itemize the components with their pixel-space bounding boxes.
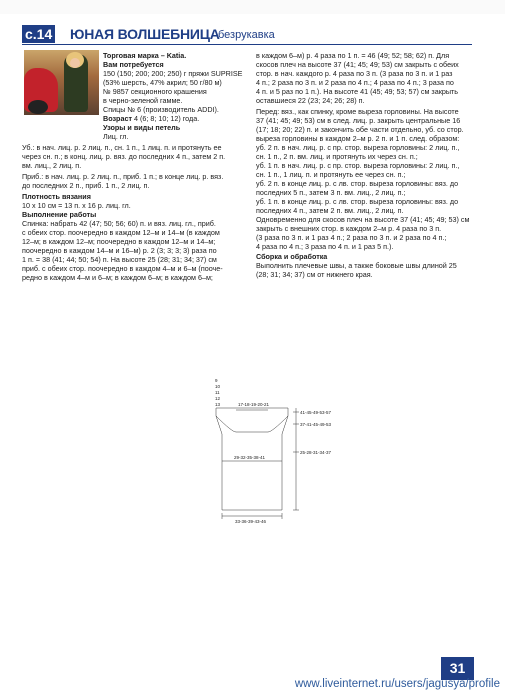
height-label: 41-45-49-53-57 bbox=[300, 410, 332, 415]
right-text-line: Одновременно для скосов плеч на высоте 37 (41; 45; 49; 53) см bbox=[256, 215, 470, 224]
right-text-line: сн. 1 п., 2 п. вм. лиц. и протянуть их через сн. п.; bbox=[256, 152, 418, 161]
increase-line: до последних 2 п., приб. 1 п., 2 лиц. п. bbox=[22, 181, 150, 190]
materials-heading: Вам потребуется bbox=[103, 60, 164, 69]
right-text-line: уб. 1 п. в конце лиц. р. с лв. стор. выреза горловины: вяз. до bbox=[256, 197, 459, 206]
hem-width-label: 33-36-39-43-46 bbox=[235, 519, 267, 524]
pattern-title: ЮНАЯ ВОЛШЕБНИЦА bbox=[70, 26, 220, 42]
decrease-line: вм. лиц., 2 лиц. п. bbox=[22, 161, 82, 170]
increase-line: Приб.: в нач. лиц. р. 2 лиц. п., приб. 1 п.; в конце лиц. р. вяз. bbox=[22, 172, 224, 181]
right-text-line: в каждом 6–м) р. 4 раза по 1 п. = 46 (49; 52; 58; 62) п. Для bbox=[256, 51, 450, 60]
decrease-line: Уб.: в нач. лиц. р. 2 лиц. п., сн. 1 п., 1 лиц. п. и протянуть ее bbox=[22, 143, 222, 152]
right-text-line: (3 раза по 3 п. и 1 раз 4 п.; 2 раза по 3 п. и 2 раза по 4 п.; bbox=[256, 233, 447, 242]
back-line: с обеих стор. поочередно в каждом 12–м и 14–м (в каждом bbox=[22, 228, 220, 237]
age-label: Возраст bbox=[103, 114, 132, 123]
gauge-line: 10 х 10 см = 13 п. х 16 р. лиц. гл. bbox=[22, 201, 131, 210]
girl-face bbox=[70, 58, 80, 68]
assembly-line: (28; 31; 34; 37) см от нижнего края. bbox=[256, 270, 373, 279]
schematic-size-label: 9 bbox=[215, 378, 218, 383]
side-seam-label: 25-28-31-34-37 bbox=[300, 450, 332, 455]
back-line: Спинка: набрать 42 (47; 50; 56; 60) п. и вяз. лиц. гл., приб. bbox=[22, 219, 216, 228]
back-line: 1 п. = 38 (41; 44; 50; 54) п. На высоте 25 (28; 31; 34; 37) см bbox=[22, 255, 217, 264]
right-text-line: уб. 2 п. в конце лиц. р. с лв. стор. выреза горловины: вяз. до bbox=[256, 179, 459, 188]
back-line: 12–м; в каждом 12–м; поочередно в каждом 12–м и 14–м; bbox=[22, 237, 216, 246]
stockinette-line: Лиц. гл. bbox=[103, 132, 129, 141]
garment-schematic bbox=[160, 372, 360, 532]
materials-line: (53% шерсть, 47% акрил; 50 г/80 м) bbox=[103, 78, 222, 87]
right-text-line: скосов плеч на высоте 37 (41; 45; 49; 53) см закрыть с обеих bbox=[256, 60, 459, 69]
right-text-line: сн. 1 п., 1 лиц. п. и протянуть ее через сн. п.; bbox=[256, 170, 406, 179]
assembly-line: Выполнить плечевые швы, а также боковые швы длиной 25 bbox=[256, 261, 457, 270]
right-text-line: выреза горловины в каждом 2–м р. 2 п. и 1 п. след. образом: bbox=[256, 134, 460, 143]
schematic-size-label: 12 bbox=[215, 396, 221, 401]
article-header bbox=[22, 25, 472, 45]
materials-line: № 9857 секционного крашения bbox=[103, 87, 207, 96]
height-label: 37-41-45-49-53 bbox=[300, 422, 332, 427]
decrease-line: через сн. п.; в конц. лиц. р. вяз. до последних 4 п., затем 2 п. bbox=[22, 152, 226, 161]
materials-line: Спицы № 6 (производитель ADDI). bbox=[103, 105, 219, 114]
right-text-line: 37 (41; 45; 49; 53) см в след. лиц. р. закрыть центральные 16 bbox=[256, 116, 461, 125]
scooter-wheel-shape bbox=[28, 100, 48, 114]
materials-line: в черно-зеленой гамме. bbox=[103, 96, 183, 105]
header-rule bbox=[22, 44, 472, 45]
back-line: поочередно в каждом 14–м и 16–м) р. 2 (3; 3; 3; 3) раза по bbox=[22, 246, 217, 255]
patterns-heading: Узоры и виды петель bbox=[103, 123, 181, 132]
right-text-line: (17; 18; 20; 22) п. и закончить обе части отдельно, уб. со стор. bbox=[256, 125, 464, 134]
page-top-band bbox=[0, 0, 505, 14]
right-text-line: 4 раза по 4 п.; 3 раза по 4 п. и 1 раз 5 п.). bbox=[256, 242, 394, 251]
right-text-line: уб. 2 п. в нач. лиц. р. с пр. стор. выреза горловины: 2 лиц. п., bbox=[256, 143, 460, 152]
right-text-line: последних 5 п., затем 3 п. вм. лиц., 2 лиц. п.; bbox=[256, 188, 406, 197]
back-line: приб. с обеих стор. поочередно в каждом 4–м и 6–м (пооче- bbox=[22, 264, 223, 273]
right-text-line: 4 п.; 2 раза по 3 п. и 2 раза по 4 п.; 4 раза по 4 п.; 3 раза по bbox=[256, 78, 454, 87]
schematic-outline bbox=[216, 408, 299, 519]
assembly-heading: Сборка и обработка bbox=[256, 252, 328, 261]
schematic-size-label: 13 bbox=[215, 402, 221, 407]
right-text-line: оставшиеся 22 (23; 24; 26; 28) п. bbox=[256, 96, 365, 105]
right-text-line: стор. в нач. каждого р. 4 раза по 3 п. (3 раза по 3 п. и 1 раз bbox=[256, 69, 453, 78]
source-url[interactable]: www.liveinternet.ru/users/jagusya/profile bbox=[294, 678, 500, 690]
back-line: редно в каждом 4–м и 6–м; в каждом 6–м; в каждом 6–м; bbox=[22, 273, 213, 282]
schematic-size-label: 10 bbox=[215, 384, 221, 389]
brand-line: Торговая марка – Katia. bbox=[103, 51, 187, 60]
right-text-line: закрыть с внешних стор. в каждом 2–м р. 4 раза по 3 п. bbox=[256, 224, 442, 233]
right-text-line: Перед: вяз., как спинку, кроме выреза горловины. На высоте bbox=[256, 107, 459, 116]
page-number: 31 bbox=[441, 657, 474, 680]
right-text-line: последних 4 п., затем 2 п. вм. лиц., 2 лиц. п. bbox=[256, 206, 404, 215]
materials-line: 150 (150; 200; 200; 250) г пряжи SUPRISE bbox=[103, 69, 243, 78]
right-text-line: уб. 1 п. в нач. лиц. р. с пр. стор. выреза горловины: 2 лиц. п., bbox=[256, 161, 460, 170]
chest-width-label: 29-32-35-38-41 bbox=[234, 455, 266, 460]
right-text-line: 4 п. и 5 раз по 1 п.). На высоте 41 (45; 49; 53; 57) см закрыть bbox=[256, 87, 459, 96]
model-photo bbox=[24, 50, 99, 115]
pattern-number-badge: с.14 bbox=[22, 25, 55, 43]
instructions-heading: Выполнение работы bbox=[22, 210, 97, 219]
gauge-heading: Плотность вязания bbox=[22, 192, 91, 201]
age-value: 4 (6; 8; 10; 12) года. bbox=[133, 114, 200, 123]
pattern-subtitle: безрукавка bbox=[218, 29, 275, 41]
neck-width-label: 17-18-19-20-21 bbox=[238, 402, 270, 407]
schematic-size-label: 11 bbox=[215, 390, 220, 395]
